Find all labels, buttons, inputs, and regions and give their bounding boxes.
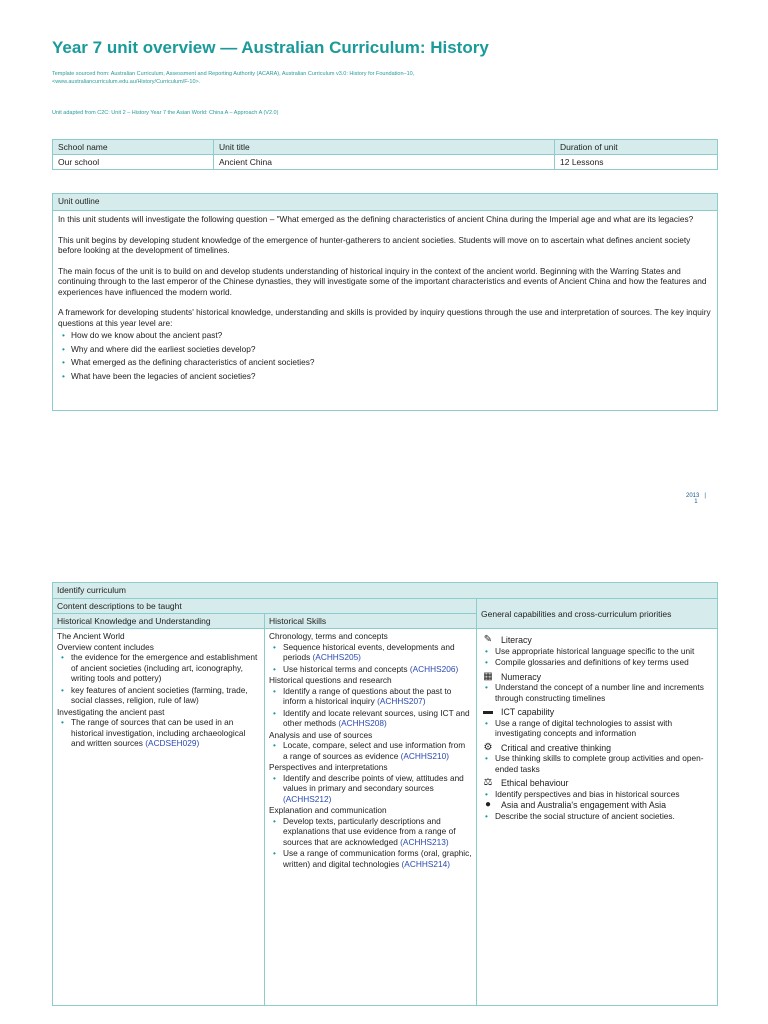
list-item: • Locate, compare, select and use information from a range of sources as evidence (ACHHS210) <box>269 740 472 761</box>
list-item: • Sequence historical events, developments and periods (ACHHS205) <box>269 642 472 663</box>
source-line-1: Template sourced from: Australian Curriculum, Assessment and Reporting Authority (ACARA), Australian Curriculum v3.0: History for Foundation–10, <box>52 71 415 77</box>
list-item: • Use a range of communication forms (oral, graphic, written) and digital technologies (ACHHS214) <box>269 848 472 869</box>
list-item: • key features of ancient societies (farming, trade, social classes, religion, rule of law) <box>57 685 260 706</box>
adapted-note: Unit adapted from C2C: Unit 2 – History Year 7 the Asian World: China A – Approach A (V2.0) <box>52 110 279 116</box>
outline-paragraph-1: In this unit students will investigate the following question – "What emerged as the defining characteristics of ancient China during the Imperial age and what are its legacies? <box>58 214 694 224</box>
ethics-icon: ⚖ <box>483 777 493 788</box>
numeracy-icon: ▦ <box>483 670 493 682</box>
list-item: • Use thinking skills to complete group activities and open-ended tasks <box>481 753 713 774</box>
capability-thinking: ⚙ Critical and creative thinking <box>481 743 713 754</box>
outline-heading: Unit outline <box>53 194 717 211</box>
list-item: • Identify and locate relevant sources, using ICT and other methods (ACHHS208) <box>269 708 472 729</box>
skills-heading: Historical Skills <box>265 614 477 629</box>
list-item: • Describe the social structure of ancient societies. <box>481 811 713 822</box>
knowledge-column <box>53 629 265 1006</box>
inquiry-questions <box>58 330 712 381</box>
unit-info-table <box>52 139 718 170</box>
page-number: 1 <box>694 499 698 505</box>
list-item: • What emerged as the defining characteristics of ancient societies? <box>58 357 712 368</box>
content-code: (ACHHS206) <box>409 663 459 674</box>
content-code: (ACDSEH029) <box>145 738 200 748</box>
header-unit-title: Unit title <box>214 140 555 155</box>
content-code: (ACHHS208) <box>338 718 387 728</box>
outline-paragraph-3: The main focus of the unit is to build on and develop students understanding of historical inquiry in the context of the ancient world. Beginning with the Warring States and continuing through to the last emperor of the Chinese dynasties, they will investigate some of the important characteristics and events of Ancient China and how the features and experiences have influenced the modern world. <box>58 265 707 297</box>
content-code: (ACHHS210) <box>400 750 450 761</box>
knowledge-subtitle-2: Investigating the ancient past <box>57 706 165 717</box>
capability-asia: ● Asia and Australia's engagement with Asia <box>481 800 713 811</box>
unit-outline <box>52 193 718 411</box>
list-item: • the evidence for the emergence and establishment of ancient societies (including art, iconography, writing tools and pottery) <box>57 652 260 684</box>
list-item: • Identify perspectives and bias in historical sources <box>481 789 713 800</box>
curriculum-table <box>52 582 718 1006</box>
list-item: • Use a range of digital technologies to assist with investigating concepts and information <box>481 718 713 739</box>
footer-year: 2013 <box>686 493 700 499</box>
header-school: School name <box>53 140 214 155</box>
source-line-2: <www.australiancurriculum.edu.au/History/Curriculum/F-10>. <box>52 79 201 85</box>
footer-separator: | <box>704 493 706 499</box>
skills-column <box>265 629 477 1006</box>
outline-paragraph-2: This unit begins by developing student knowledge of the emergence of hunter-gatherers to ancient societies. Students will move on to ascertain what defines ancient society before looking at the development of timelines. <box>58 234 691 255</box>
knowledge-heading: Historical Knowledge and Understanding <box>53 614 265 629</box>
knowledge-title: The Ancient World <box>57 631 125 641</box>
skills-heading-2: Historical questions and research <box>269 675 392 685</box>
curriculum-heading: Identify curriculum <box>53 583 718 599</box>
page-footer <box>686 493 706 505</box>
asia-icon: ● <box>484 799 492 810</box>
capability-ethics: ⚖ Ethical behaviour <box>481 778 713 789</box>
capability-literacy: ✎ Literacy <box>481 635 713 646</box>
content-code: (ACHHS212) <box>283 793 332 804</box>
header-duration: Duration of unit <box>555 140 718 155</box>
list-item: • What have been the legacies of ancient societies? <box>58 371 712 382</box>
list-item: • Use appropriate historical language specific to the unit <box>481 646 713 657</box>
content-code: (ACHHS213) <box>400 836 449 847</box>
list-item: • Develop texts, particularly descriptions and explanations that use evidence from a range of sources that are acknowledged (ACHHS213) <box>269 816 472 848</box>
skills-heading-3: Analysis and use of sources <box>269 729 373 740</box>
value-duration: 12 Lessons <box>555 155 718 170</box>
general-capabilities-heading: General capabilities and cross-curriculum priorities <box>477 599 718 629</box>
capability-numeracy: ▦ Numeracy <box>481 672 713 683</box>
outline-paragraph-4: A framework for developing students' historical knowledge, understanding and skills is provided by inquiry questions through the use and interpretation of sources. The key inquiry questions at this year level are: <box>58 307 711 328</box>
list-item: • How do we know about the ancient past? <box>58 330 712 341</box>
list-item: • Identify and describe points of view, attitudes and values in primary and secondary sources (ACHHS212) <box>269 773 472 805</box>
value-unit-title: Ancient China <box>214 155 555 170</box>
content-code: (ACHHS207) <box>377 696 426 706</box>
page-title: Year 7 unit overview — Australian Curriculum: History <box>52 38 489 57</box>
literacy-icon: ✎ <box>483 634 493 645</box>
list-item: • Identify a range of questions about the past to inform a historical inquiry (ACHHS207) <box>269 686 472 707</box>
thinking-icon: ⚙ <box>483 741 493 753</box>
content-code: (ACHHS214) <box>401 858 450 869</box>
list-item: • Compile glossaries and definitions of key terms used <box>481 657 713 668</box>
skills-heading-5: Explanation and communication <box>269 805 387 815</box>
knowledge-subtitle: Overview content includes <box>57 641 154 652</box>
capabilities-column <box>477 629 718 1006</box>
content-descriptions-heading: Content descriptions to be taught <box>53 599 477 614</box>
capability-ict: ▬ ICT capability <box>483 706 555 717</box>
content-code: (ACHHS205) <box>312 652 361 662</box>
ict-icon: ▬ <box>483 706 493 717</box>
skills-heading-1: Chronology, terms and concepts <box>269 631 388 641</box>
list-item: • Why and where did the earliest societies develop? <box>58 344 712 355</box>
list-item: • Use historical terms and concepts (ACHHS206) <box>269 664 472 675</box>
value-school: Our school <box>53 155 214 170</box>
list-item: • Understand the concept of a number line and increments through constructing timelines <box>481 682 713 703</box>
skills-heading-4: Perspectives and interpretations <box>269 762 388 772</box>
list-item: • The range of sources that can be used in an historical investigation, including archaeological and written sources (ACDSEH029) <box>57 717 260 749</box>
